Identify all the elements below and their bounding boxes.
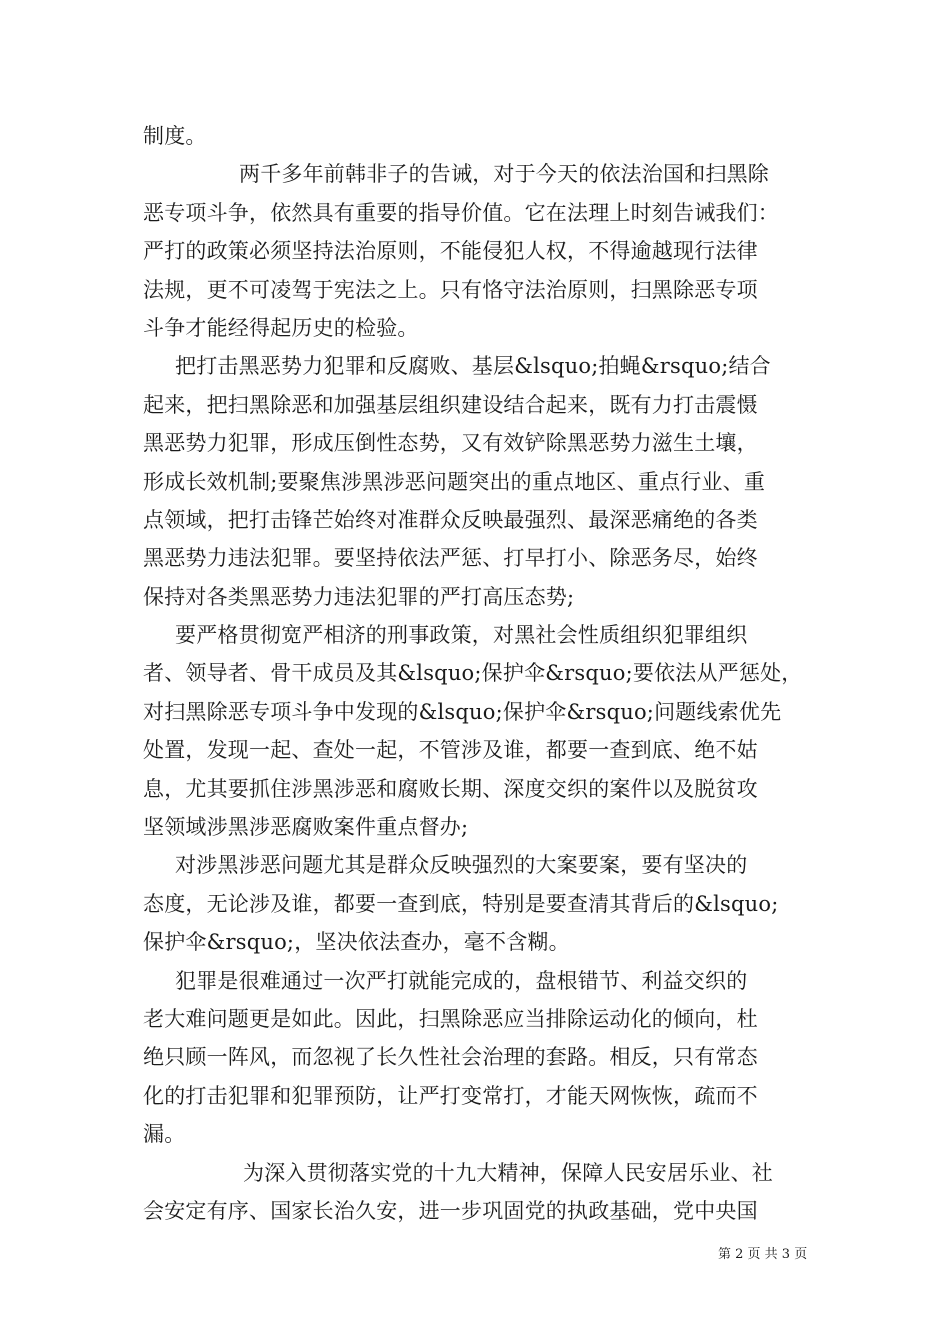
page-number-footer: 第 2 页 共 3 页 — [718, 1247, 808, 1262]
body-text — [143, 117, 809, 1230]
text-line: 者、领导者、骨干成员及其&lsquo;保护伞&rsquo;要依法从严惩处， — [143, 661, 803, 686]
text-line: 老大难问题更是如此。因此，扫黑除恶应当排除运动化的倾向，杜 — [143, 1006, 758, 1031]
text-line: 点领域，把打击锋芒始终对准群众反映最强烈、最深恶痛绝的各类 — [143, 507, 758, 532]
text-line: 态度，无论涉及谁，都要一查到底，特别是要查清其背后的&lsquo; — [143, 891, 779, 916]
text-line: 犯罪是很难通过一次严打就能完成的，盘根错节、利益交织的 — [175, 968, 748, 993]
text-line: 化的打击犯罪和犯罪预防，让严打变常打，才能天网恢恢，疏而不 — [143, 1083, 758, 1108]
text-line: 处置，发现一起、查处一起，不管涉及谁，都要一查到底、绝不姑 — [143, 738, 758, 763]
text-line: 漏。 — [143, 1122, 186, 1147]
text-line: 制度。 — [143, 124, 207, 148]
text-line: 坚领域涉黑涉恶腐败案件重点督办; — [143, 815, 469, 840]
text-line: 对涉黑涉恶问题尤其是群众反映强烈的大案要案，要有坚决的 — [175, 853, 748, 878]
text-line: 恶专项斗争，依然具有重要的指导价值。它在法理上时刻告诫我们： — [143, 200, 779, 225]
text-line: 对扫黑除恶专项斗争中发现的&lsquo;保护伞&rsquo;问题线索优先 — [143, 699, 782, 724]
text-line: 绝只顾一阵风，而忽视了长久性社会治理的套路。相反，只有常态 — [143, 1045, 758, 1070]
text-line: 黑恶势力犯罪，形成压倒性态势，又有效铲除黑恶势力滋生土壤， — [143, 431, 758, 456]
text-line: 为深入贯彻落实党的十九大精神，保障人民安居乐业、社 — [243, 1160, 773, 1185]
text-line: 法规，更不可凌驾于宪法之上。只有恪守法治原则，扫黑除恶专项 — [143, 277, 758, 302]
text-line: 息，尤其要抓住涉黑涉恶和腐败长期、深度交织的案件以及脱贫攻 — [143, 776, 758, 801]
text-line: 要严格贯彻宽严相济的刑事政策，对黑社会性质组织犯罪组织 — [175, 623, 748, 648]
text-line: 起来，把扫黑除恶和加强基层组织建设结合起来，既有力打击震慑 — [143, 392, 758, 417]
text-line: 黑恶势力违法犯罪。要坚持依法严惩、打早打小、除恶务尽，始终 — [143, 546, 758, 571]
text-line: 严打的政策必须坚持法治原则，不能侵犯人权，不得逾越现行法律 — [143, 239, 758, 264]
text-line: 斗争才能经得起历史的检验。 — [143, 315, 419, 340]
text-line: 两千多年前韩非子的告诫，对于今天的依法治国和扫黑除 — [239, 162, 769, 187]
text-line: 保持对各类黑恶势力违法犯罪的严打高压态势; — [143, 584, 575, 609]
text-line: 把打击黑恶势力犯罪和反腐败、基层&lsquo;拍蝇&rsquo;结合 — [175, 354, 771, 379]
text-line: 保护伞&rsquo;，坚决依法查办，毫不含糊。 — [143, 930, 570, 955]
text-line: 会安定有序、国家长治久安，进一步巩固党的执政基础，党中央国 — [143, 1198, 758, 1223]
text-line: 形成长效机制;要聚焦涉黑涉恶问题突出的重点地区、重点行业、重 — [143, 469, 766, 494]
